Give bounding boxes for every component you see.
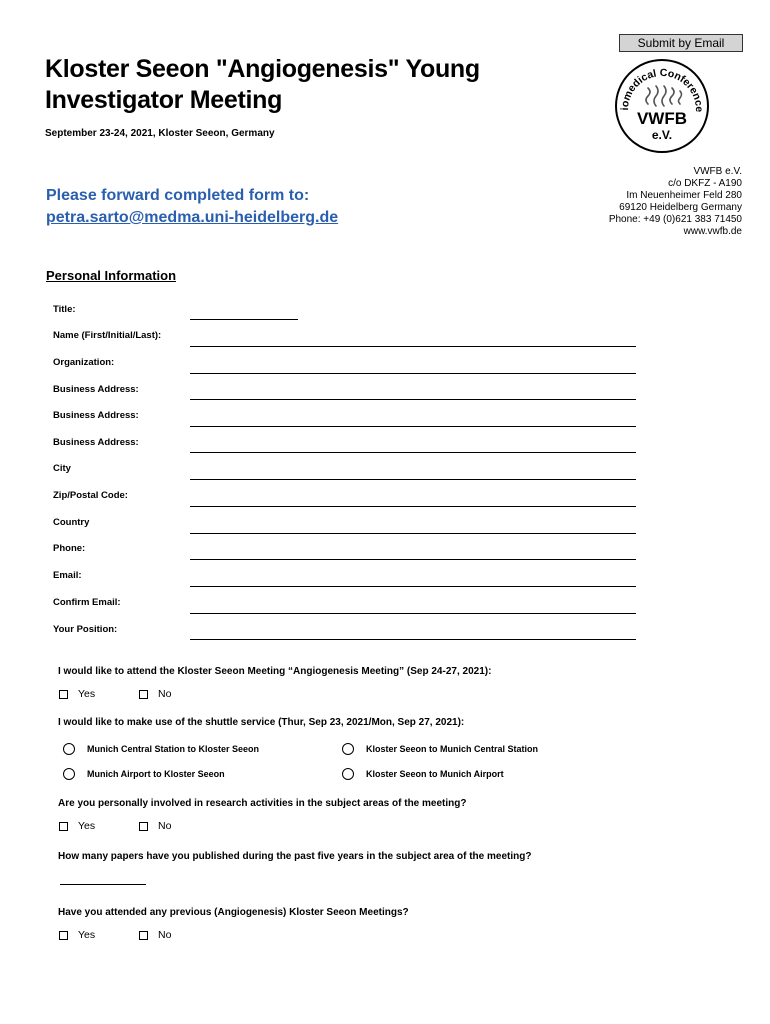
field-label-name: Name (First/Initial/Last): — [53, 330, 162, 341]
section-personal-information: Personal Information — [46, 268, 177, 283]
svg-text:Biomedical Conferences: iomedical Conference — [618, 66, 706, 113]
question-attend: I would like to attend the Kloster Seeon Meeting “Angiogenesis Meeting” (Sep 24-27, 2021): — [58, 666, 492, 677]
previous-yes-checkbox[interactable] — [59, 931, 68, 940]
field-label-country: Country — [53, 517, 90, 528]
shuttle-option-label: Kloster Seeon to Munich Central Station — [366, 744, 539, 754]
attend-yes-label: Yes — [78, 688, 96, 700]
business-address-3-input[interactable] — [190, 452, 636, 453]
research-no-label: No — [158, 820, 172, 832]
question-shuttle: I would like to make use of the shuttle service (Thur, Sep 23, 2021/Mon, Sep 27, 2021): — [58, 717, 465, 728]
title-line-2: Investigator Meeting — [45, 86, 283, 114]
business-address-1-input[interactable] — [190, 399, 636, 400]
shuttle-airport-to-seeon-radio[interactable] — [63, 768, 75, 780]
question-research: Are you personally involved in research activities in the subject areas of the meeting? — [58, 798, 467, 809]
shuttle-seeon-to-central-radio[interactable] — [342, 743, 354, 755]
field-label-zip: Zip/Postal Code: — [53, 490, 128, 501]
vwfb-logo — [614, 58, 710, 154]
shuttle-option-central-to-seeon[interactable] — [63, 743, 259, 755]
address-line: VWFB e.V. — [693, 166, 742, 177]
name-input[interactable] — [190, 346, 636, 347]
submit-by-email-button[interactable]: Submit by Email — [619, 34, 743, 52]
organizer-address — [609, 166, 742, 238]
field-label-business-address-2: Business Address: — [53, 410, 139, 421]
position-input[interactable] — [190, 639, 636, 640]
research-no-option[interactable] — [139, 820, 171, 832]
field-label-business-address-3: Business Address: — [53, 437, 139, 448]
address-website: www.vwfb.de — [683, 226, 742, 237]
shuttle-option-label: Kloster Seeon to Munich Airport — [366, 769, 504, 779]
previous-no-checkbox[interactable] — [139, 931, 148, 940]
attend-no-checkbox[interactable] — [139, 690, 148, 699]
papers-count-input[interactable] — [60, 884, 146, 885]
business-address-2-input[interactable] — [190, 426, 636, 427]
previous-yes-option[interactable] — [59, 929, 95, 941]
svg-text:e.V.: e.V. — [651, 128, 673, 142]
forward-instructions: Please forward completed form to: — [46, 187, 310, 204]
country-input[interactable] — [190, 533, 636, 534]
address-phone: Phone: +49 (0)621 383 71450 — [608, 214, 742, 225]
shuttle-option-airport-to-seeon[interactable] — [63, 768, 225, 780]
confirm-email-input[interactable] — [190, 613, 636, 614]
shuttle-option-label: Munich Airport to Kloster Seeon — [87, 769, 225, 779]
previous-no-option[interactable] — [139, 929, 171, 941]
phone-input[interactable] — [190, 559, 636, 560]
shuttle-option-seeon-to-airport[interactable] — [342, 768, 504, 780]
forward-email-link[interactable]: petra.sarto@medma.uni-heidelberg.de — [46, 209, 339, 226]
field-label-phone: Phone: — [53, 543, 86, 554]
field-label-title: Title: — [53, 304, 76, 315]
attend-yes-checkbox[interactable] — [59, 690, 68, 699]
city-input[interactable] — [190, 479, 636, 480]
email-input[interactable] — [190, 586, 636, 587]
shuttle-option-label: Munich Central Station to Kloster Seeon — [87, 744, 260, 754]
field-label-business-address-1: Business Address: — [53, 384, 139, 395]
research-yes-label: Yes — [78, 820, 96, 832]
address-line: Im Neuenheimer Feld 280 — [626, 190, 742, 201]
shuttle-central-to-seeon-radio[interactable] — [63, 743, 75, 755]
question-papers: How many papers have you published during the past five years in the subject area of the meeting? — [58, 851, 532, 862]
field-label-city: City — [53, 463, 71, 474]
previous-no-label: No — [158, 929, 172, 941]
field-label-organization: Organization: — [53, 357, 115, 368]
field-label-position: Your Position: — [53, 624, 118, 635]
page-title — [45, 54, 480, 116]
shuttle-option-seeon-to-central[interactable] — [342, 743, 538, 755]
event-date-location: September 23-24, 2021, Kloster Seeon, Germany — [45, 128, 275, 139]
question-previous-meetings: Have you attended any previous (Angiogenesis) Kloster Seeon Meetings? — [58, 907, 409, 918]
svg-text:VWFB: VWFB — [636, 109, 688, 128]
organization-input[interactable] — [190, 373, 636, 374]
research-yes-option[interactable] — [59, 820, 95, 832]
research-no-checkbox[interactable] — [139, 822, 148, 831]
attend-no-option[interactable] — [139, 688, 171, 700]
address-line: c/o DKFZ - A190 — [668, 178, 742, 189]
zip-input[interactable] — [190, 506, 636, 507]
previous-yes-label: Yes — [78, 929, 96, 941]
field-label-confirm-email: Confirm Email: — [53, 597, 121, 608]
title-input[interactable] — [190, 319, 298, 320]
title-line-1: Kloster Seeon "Angiogenesis" Young — [45, 55, 480, 83]
attend-yes-option[interactable] — [59, 688, 95, 700]
address-line: 69120 Heidelberg Germany — [619, 202, 742, 213]
field-label-email: Email: — [53, 570, 82, 581]
shuttle-seeon-to-airport-radio[interactable] — [342, 768, 354, 780]
attend-no-label: No — [158, 688, 172, 700]
research-yes-checkbox[interactable] — [59, 822, 68, 831]
